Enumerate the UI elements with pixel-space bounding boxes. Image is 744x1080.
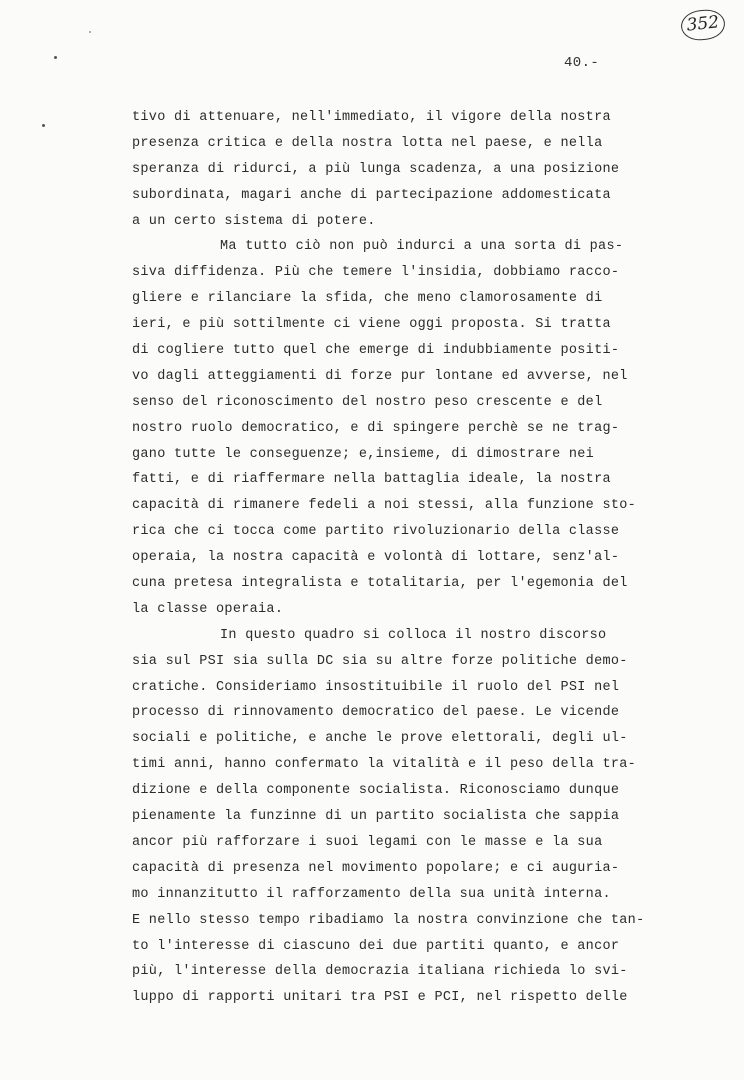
text-line: In questo quadro si colloca il nostro discorso <box>220 627 607 643</box>
text-line: presenza critica e della nostra lotta nel paese, e nella <box>132 135 603 151</box>
text-line: più, l'interesse della democrazia italiana richieda lo svi- <box>132 964 628 980</box>
text-line: sia sul PSI sia sulla DC sia su altre forze politiche demo- <box>132 653 628 669</box>
text-line: dizione e della componente socialista. Riconosciamo dunque <box>132 783 620 799</box>
text-line: to l'interesse di ciascuno dei due partiti quanto, e ancor <box>132 938 620 954</box>
archive-stamp-number: 352 <box>680 8 727 42</box>
text-line: sociali e politiche, e anche le prove elettorali, degli ul- <box>132 731 628 747</box>
text-line: subordinata, magari anche di partecipazione addomesticata <box>132 187 611 203</box>
ink-speck <box>54 56 57 59</box>
ink-speck <box>89 31 91 33</box>
text-line: nostro ruolo democratico, e di spingere perchè se ne trag- <box>132 420 620 436</box>
text-line: tivo di attenuare, nell'immediato, il vigore della nostra <box>132 110 611 125</box>
text-line: Ma tutto ciò non può indurci a una sorta di pas- <box>220 239 624 255</box>
text-line: rica che ci tocca come partito rivoluzionario della classe <box>132 524 620 540</box>
text-line: gliere e rilanciare la sfida, che meno clamorosamente di <box>132 291 603 307</box>
text-line: vo dagli atteggiamenti di forze pur lontane ed avverse, nel <box>132 368 628 384</box>
text-line: operaia, la nostra capacità e volontà di lottare, senz'al- <box>132 550 620 566</box>
text-line: mo innanzitutto il rafforzamento della sua unità interna. <box>132 886 611 902</box>
text-line: pienamente la funzinne di un partito socialista che sappia <box>132 809 620 825</box>
text-line: luppo di rapporti unitari tra PSI e PCI, nel rispetto delle <box>132 990 628 1006</box>
text-line: senso del riconoscimento del nostro peso crescente e del <box>132 394 603 410</box>
text-line: cuna pretesa integralista e totalitaria, per l'egemonia del <box>132 576 628 592</box>
text-line: E nello stesso tempo ribadiamo la nostra convinzione che tan- <box>132 912 645 928</box>
text-line: a un certo sistema di potere. <box>132 213 376 229</box>
text-line: siva diffidenza. Più che temere l'insidia, dobbiamo racco- <box>132 265 620 281</box>
text-line: ieri, e più sottilmente ci viene oggi proposta. Si tratta <box>132 317 611 333</box>
text-line: speranza di ridurci, a più lunga scadenza, a una posizione <box>132 161 620 177</box>
ink-speck <box>42 124 45 127</box>
text-line: processo di rinnovamento democratico del paese. Le vicende <box>132 705 620 721</box>
text-line: cratiche. Consideriamo insostituibile il ruolo del PSI nel <box>132 679 620 695</box>
text-line: gano tutte le conseguenze; e,insieme, di dimostrare nei <box>132 446 595 462</box>
body-text <box>132 105 672 1011</box>
text-line: timi anni, hanno confermato la vitalità e il peso della tra- <box>132 757 637 773</box>
text-line: fatti, e di riaffermare nella battaglia ideale, la nostra <box>132 472 611 488</box>
page-number: 40.- <box>564 55 600 71</box>
text-line: di cogliere tutto quel che emerge di indubbiamente positi- <box>132 343 620 359</box>
text-line: ancor più rafforzare i suoi legami con le masse e la sua <box>132 834 603 850</box>
text-line: la classe operaia. <box>132 601 284 617</box>
text-line: capacità di rimanere fedeli a noi stessi, alla funzione sto- <box>132 498 637 514</box>
text-line: capacità di presenza nel movimento popolare; e ci auguria- <box>132 860 620 876</box>
